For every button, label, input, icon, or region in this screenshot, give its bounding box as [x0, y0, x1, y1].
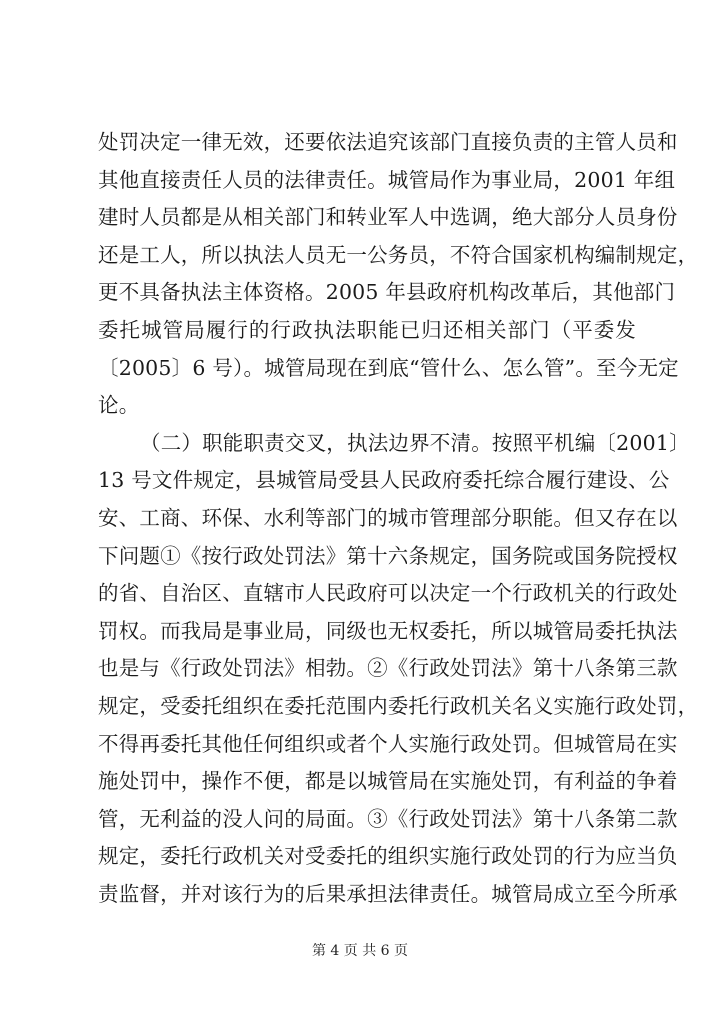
- text-line: 的省、自治区、直辖市人民政府可以决定一个行政机关的行政处: [98, 581, 678, 606]
- section-heading-line: （二）职能职责交叉，执法边界不清。按照平机编〔2001〕: [140, 430, 690, 455]
- text-line: 也是与《行政处罚法》相勃。②《行政处罚法》第十八条第三款: [98, 656, 678, 681]
- text-line: 论。: [98, 393, 140, 418]
- paragraph-2: [98, 425, 699, 914]
- text-line: 处罚决定一律无效，还要依法追究该部门直接负责的主管人员和: [98, 130, 678, 154]
- body-text: [98, 124, 699, 913]
- paragraph-1: [98, 124, 699, 425]
- text-line: 更不具备执法主体资格。2005 年县政府机构改革后，其他部门: [98, 280, 676, 305]
- text-line: 下问题①《按行政处罚法》第十六条规定，国务院或国务院授权: [98, 543, 678, 568]
- text-line: 其他直接责任人员的法律责任。城管局作为事业局，2001 年组: [98, 167, 676, 192]
- text-line: 委托城管局履行的行政执法职能已归还相关部门（平委发: [98, 317, 636, 342]
- text-line: 管，无利益的没人问的局面。③《行政处罚法》第十八条第二款: [98, 806, 678, 831]
- text-line: 规定，委托行政机关对受委托的组织实施行政处罚的行为应当负: [98, 844, 678, 869]
- text-line: 规定，受委托组织在委托范围内委托行政机关名义实施行政处罚，: [98, 693, 699, 718]
- text-line: 建时人员都是从相关部门和转业军人中选调，绝大部分人员身份: [98, 205, 678, 230]
- text-line: 不得再委托其他任何组织或者个人实施行政处罚。但城管局在实: [98, 731, 678, 756]
- text-line: 施处罚中，操作不便，都是以城管局在实施处罚，有利益的争着: [98, 769, 678, 794]
- text-line: 责监督，并对该行为的后果承担法律责任。城管局成立至今所承: [98, 881, 678, 906]
- text-line: 安、工商、环保、水利等部门的城市管理部分职能。但又存在以: [98, 505, 678, 530]
- text-line: 13 号文件规定，县城管局受县人民政府委托综合履行建设、公: [98, 468, 670, 493]
- text-line: 还是工人，所以执法人员无一公务员，不符合国家机构编制规定，: [98, 242, 699, 267]
- text-line: 罚权。而我局是事业局，同级也无权委托，所以城管局委托执法: [98, 618, 678, 643]
- text-line: 〔2005〕6 号）。城管局现在到底“管什么、怎么管”。至今无定: [98, 355, 679, 380]
- page-number-footer: 第 4 页 共 6 页: [311, 943, 409, 959]
